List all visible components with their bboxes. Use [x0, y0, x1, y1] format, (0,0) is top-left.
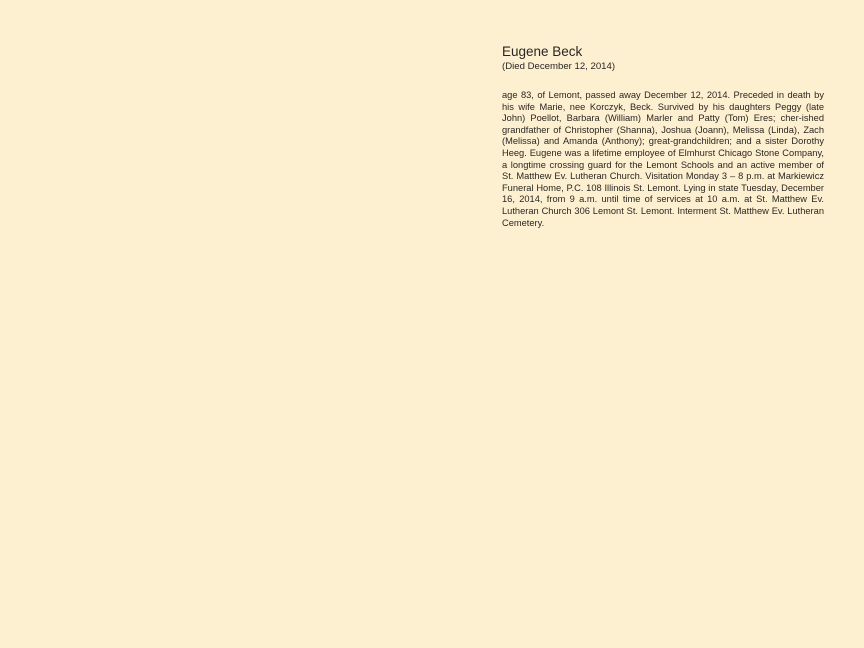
date-of-death: (Died December 12, 2014) — [502, 61, 616, 72]
obituary-article — [502, 44, 824, 229]
obituary-body: age 83, of Lemont, passed away December 12, 2014. Preceded in death by his wife Marie, nee Korczyk, Beck. Survived by his daughters Peggy (late John) Poellot, Barbara (William) Marler and Patty (Tom) Eres; cher-ished grandfather of Christopher (Shanna), Joshua (Joann), Melissa (Linda), Zach (Melissa) and Amanda (Anthony); great-grandchildren; and a sister Dorothy Heeg. Eugene was a lifetime employee of Elmhurst Chicago Stone Company, a longtime crossing guard for the Lemont Schools and an active member of St. Matthew Ev. Lutheran Church. Visitation Monday 3 – 8 p.m. at Markiewicz Funeral Home, P.C. 108 Illinois St. Lemont. Lying in state Tuesday, December 16, 2014, from 9 a.m. until time of services at 10 a.m. at St. Matthew Ev. Lutheran Church 306 Lemont St. Lemont. Interment St. Matthew Ev. Lutheran Cemetery. — [502, 90, 824, 228]
deceased-name: Eugene Beck — [502, 44, 583, 59]
